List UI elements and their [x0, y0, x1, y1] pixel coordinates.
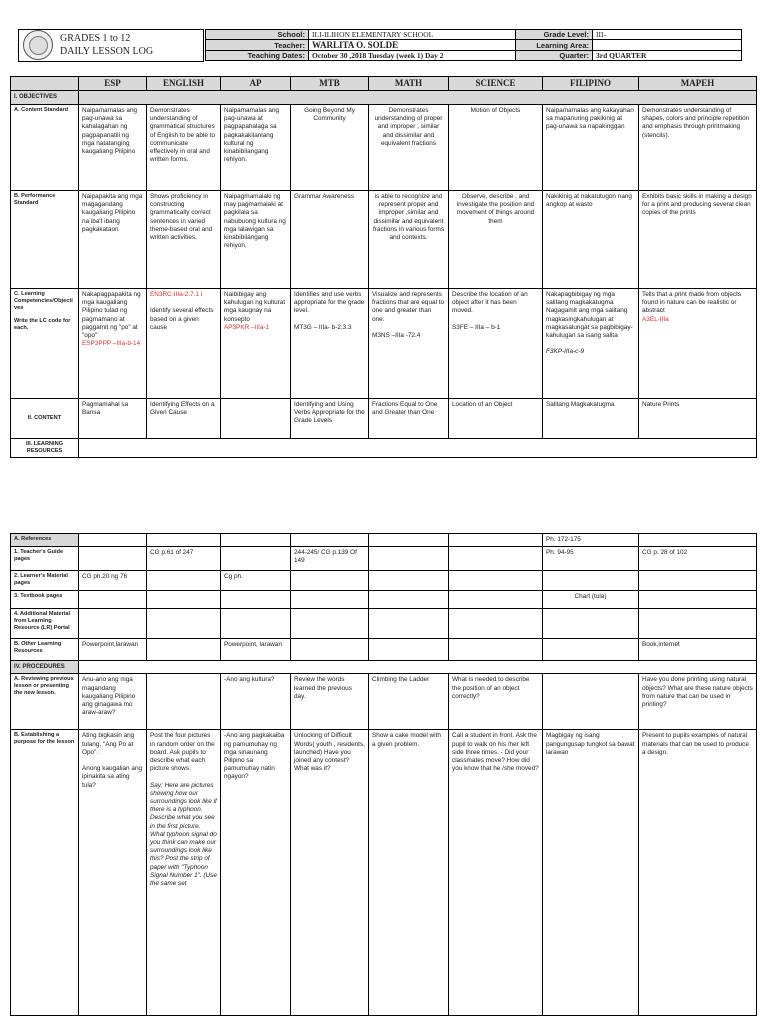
table-cell	[79, 591, 147, 609]
competency-text: Identifies and use verbs appropriate for the grade level.	[294, 291, 365, 315]
learning-resources-label: III. LEARNING RESOURCES	[11, 439, 79, 458]
purpose-text: Ating bigkasin ang tulang, "Ang Po at Opo".	[82, 732, 135, 756]
table-cell	[79, 547, 147, 571]
performance-standard-row	[11, 191, 757, 289]
lc-code: AP3PKR –IIIa-1	[224, 323, 270, 331]
table-cell: Pagmamahal sa Bansa	[79, 399, 147, 439]
teacher-value: WARLITA O. SOLDE	[309, 40, 516, 51]
table-cell: Demonstrates understanding of grammatical structures of English to be able to communicate effectively in oral and written forms.	[147, 105, 221, 191]
lc-code: EN3RC-IIIa-2.7.1 I	[150, 291, 203, 298]
table-cell: Anu-ano ang mga magandang kaugaliang Pilipino ang ginagawa mo araw-araw?	[79, 674, 147, 730]
table-cell: Nakikinig at nakatutugon nang angkop at wasto	[543, 191, 639, 289]
learner-material-row	[11, 571, 757, 591]
table-cell: Demonstrates understanding of shapes, colors and principle repetition and emphasis through printmaking (stencils).	[639, 105, 757, 191]
table-cell: Grammar Awareness	[291, 191, 369, 289]
school-value: ILI-ILIHON ELEMENTARY SCHOOL	[309, 30, 516, 40]
lr-portal-label: 4. Additional Material from Learning Resource (LR) Portal	[11, 609, 79, 639]
table-cell: Naipamamalas ang kakayahan sa mapanuring pakikinig at pag-unawa sa napakinggan	[543, 105, 639, 191]
purpose-text: Post the four pictures in random order on the board. Ask pupils to describe what each picture shows.	[150, 732, 215, 773]
procedures-heading: IV. PROCEDURES	[11, 661, 79, 674]
table-cell: Identifying and Using Verbs Appropriate for the Grade Levels	[291, 399, 369, 439]
table-cell	[369, 289, 449, 399]
objectives-heading: I. OBJECTIVES	[11, 91, 79, 105]
table-cell	[543, 609, 639, 639]
table-cell: Book,internet	[639, 639, 757, 661]
table-cell	[291, 571, 369, 591]
table-cell	[291, 534, 369, 547]
lc-code: S3FE – IIIa – b-1	[452, 323, 501, 331]
col-science: SCIENCE	[449, 77, 543, 91]
table-cell: CG ph.20 ng 76	[79, 571, 147, 591]
table-cell	[369, 609, 449, 639]
content-standard-row	[11, 105, 757, 191]
table-cell: Salitang Magkakatugma	[543, 399, 639, 439]
table-cell	[449, 547, 543, 571]
table-cell	[449, 571, 543, 591]
document-title	[60, 32, 153, 58]
column-header-row	[11, 77, 757, 91]
table-cell	[369, 534, 449, 547]
col-filipino: FILIPINO	[543, 77, 639, 91]
table-cell	[369, 639, 449, 661]
performance-standard-label: B. Performance Standard	[11, 191, 79, 289]
grade-value: III-	[593, 30, 742, 40]
table-cell	[147, 571, 221, 591]
table-cell	[79, 609, 147, 639]
learning-resources-row	[11, 439, 757, 458]
table-cell	[369, 571, 449, 591]
table-cell	[291, 591, 369, 609]
other-resources-label: B. Other Learning Resources	[11, 639, 79, 661]
table-cell	[221, 547, 291, 571]
content-row	[11, 399, 757, 439]
table-cell: Cg ph.	[221, 571, 291, 591]
table-cell: Going Beyond My Community	[291, 105, 369, 191]
subject-label: Learning Area:	[516, 40, 593, 51]
table-cell	[543, 289, 639, 399]
purpose-extra-text: Anong kaugalian ang ipinakita sa ating tula?	[82, 765, 143, 789]
table-cell: Naipagmamalaki ng may pagmamalaki at pagkilala sa nabubuong kultura ng mga lalawigan sa kinabibilangang rehiyon.	[221, 191, 291, 289]
table-cell: Fractions Equal to One and Greater than One	[369, 399, 449, 439]
competency-text: Nakapagbibigay ng mga salitang magkakatugma Nagagamit ang mga salitang magkasingkahulugan at magkasalungat sa pagbibigay-kahulugan sa isang salita	[546, 291, 633, 340]
col-esp: ESP	[79, 77, 147, 91]
competency-text: Tells that a print made from objects found in nature can be realistic or abstract	[642, 291, 742, 315]
col-mtb: MTB	[291, 77, 369, 91]
table-cell: Observe, describe , and investigate the position and movement of things around them	[449, 191, 543, 289]
table-cell	[639, 609, 757, 639]
table-cell	[79, 730, 147, 1016]
content-standard-label: A. Content Standard	[11, 105, 79, 191]
table-cell	[449, 289, 543, 399]
teacher-guide-label: 1. Teacher's Guide pages	[11, 547, 79, 571]
col-english: ENGLISH	[147, 77, 221, 91]
table-cell	[639, 534, 757, 547]
competency-text: Nakapagpapakita ng mga kaugaliang Pilipino tulad ng pagmamano at paggamit ng "po" at "opo"	[82, 291, 141, 340]
lc-code: A3EL-IIIa	[642, 315, 669, 323]
header-info-table	[205, 29, 742, 61]
quarter-label: Quarter:	[516, 51, 593, 61]
reviewing-row	[11, 674, 757, 730]
table-cell	[639, 591, 757, 609]
purpose-label: B. Establishing a purpose for the lesson	[11, 730, 79, 1016]
table-cell	[147, 534, 221, 547]
table-cell	[449, 609, 543, 639]
table-cell	[79, 534, 147, 547]
table-cell	[147, 639, 221, 661]
table-cell: CG p.61 of 247	[147, 547, 221, 571]
table-cell	[291, 609, 369, 639]
procedures-section-row	[11, 661, 757, 674]
competency-text: Visualize and represents fractions that are equal to one and greater than one.	[372, 291, 445, 323]
lc-code: ESP3PPP –IIIa-b-14	[82, 340, 141, 348]
table-cell	[221, 591, 291, 609]
table-cell: Shows proficiency in constructing grammatically correct sentences in varied theme-based oral and written activities.	[147, 191, 221, 289]
table-cell: Call a student in front. Ask the pupil to walk on his /her left side three times. - Did your classmates move? How did you know that he /she moved?	[449, 730, 543, 1016]
table-cell: Climbing the Ladder	[369, 674, 449, 730]
table-cell	[369, 591, 449, 609]
corner-cell	[11, 77, 79, 91]
objectives-section-row	[11, 91, 757, 105]
table-cell: Have you done printing using natural objects? What are these nature objects from nature that can be used in printing?	[639, 674, 757, 730]
table-cell	[221, 609, 291, 639]
purpose-row	[11, 730, 757, 1016]
table-cell: Location of an Object	[449, 399, 543, 439]
teacher-label: Teacher:	[206, 40, 309, 51]
table-cell	[543, 571, 639, 591]
learner-material-label: 2. Learner's Material pages	[11, 571, 79, 591]
table-cell	[449, 591, 543, 609]
other-resources-row	[11, 639, 757, 661]
table-cell: Review the words learned the previous day.	[291, 674, 369, 730]
table-cell	[79, 289, 147, 399]
table-cell	[449, 639, 543, 661]
textbook-row	[11, 591, 757, 609]
subject-value	[593, 40, 742, 51]
table-cell: Powerpoint, larawan	[221, 639, 291, 661]
textbook-label: 3. Textbook pages	[11, 591, 79, 609]
table-cell	[543, 639, 639, 661]
competencies-row	[11, 289, 757, 399]
content-label: II. CONTENT	[11, 399, 79, 439]
table-cell: Ph. 172-175	[543, 534, 639, 547]
competency-text: Naibibigay ang kahulugan ng kulturat mga kaugnay na konsepto	[224, 291, 286, 323]
table-cell: is able to recognize and represent proper and improper ,similar and dissimilar and equivalent fractions in various forms and contexts.	[369, 191, 449, 289]
table-cell	[147, 591, 221, 609]
table-cell	[639, 571, 757, 591]
table-cell: Present to pupils examples of natural materials that can be used to produce a design.	[639, 730, 757, 1016]
deped-seal-icon	[23, 30, 53, 60]
table-cell	[291, 639, 369, 661]
lesson-table-part1	[10, 76, 757, 458]
table-cell: What is needed to describe the position of an object correctly?	[449, 674, 543, 730]
table-cell: Magbigay ng isang pangungusap tungkol sa bawat larawan	[543, 730, 639, 1016]
table-cell	[221, 534, 291, 547]
competencies-label	[11, 289, 79, 399]
school-label: School:	[206, 30, 309, 40]
table-cell: Nature Prints	[639, 399, 757, 439]
competency-text: Identify several effects based on a given cause	[150, 307, 214, 331]
table-cell: Unlocking of Difficult Words( youth , residents, launched) Have you joined any contest? What was it?	[291, 730, 369, 1016]
dates-label: Teaching Dates:	[206, 51, 309, 61]
competency-text: Describe the location of an object after it has been moved.	[452, 291, 528, 315]
table-cell: -Ano ang pagkakaiba ng pamumuhay ng mga sinaunang Pilipino sa pamumuhay natin ngayon?	[221, 730, 291, 1016]
table-cell	[369, 547, 449, 571]
reviewing-label: A. Reviewing previous lesson or presenting the new lesson.	[11, 674, 79, 730]
table-cell: 244-245/ CG p.139 Of 149	[291, 547, 369, 571]
lc-code: M3NS –IIIa -72.4	[372, 332, 421, 340]
references-row	[11, 534, 757, 547]
table-cell: Naipamamalas ang pag-unawa at pagpapahalaga sa pagkakakilanlang kultural ng kinabibilangang rehiyon.	[221, 105, 291, 191]
competencies-label-note: Write the LC code for each.	[14, 318, 71, 331]
purpose-extra-text: Say: Here are pictures showing how our surroundings look like if there is a typhoon. Describe what you see in the first picture. What typhoon signal do you think can make our surroundings look like this? Post the strip of paper with "Typhoon Signal Number 1". (Use the same set	[150, 781, 217, 888]
lc-code: F3KP-IIIa-c-9	[546, 348, 584, 356]
table-cell	[147, 730, 221, 1016]
lr-portal-row	[11, 609, 757, 639]
table-cell	[291, 289, 369, 399]
col-mapeh: MAPEH	[639, 77, 757, 91]
table-cell: Show a cake model with a given problem.	[369, 730, 449, 1016]
table-cell	[639, 289, 757, 399]
table-cell	[221, 399, 291, 439]
competencies-label-text: C. Learning Competencies/Objectives	[14, 291, 73, 311]
lesson-table-part2	[10, 533, 757, 1016]
table-cell: Naipapakita ang mga magagandang kaugaliang Pilipino na iba't ibang pagkakataon	[79, 191, 147, 289]
table-cell	[449, 534, 543, 547]
table-cell: Identifying Effects on a Given Cause	[147, 399, 221, 439]
table-cell: -Ano ang kultura?	[221, 674, 291, 730]
references-label: A. References	[11, 534, 79, 547]
teacher-guide-row	[11, 547, 757, 571]
quarter-value: 3rd QUARTER	[593, 51, 742, 61]
table-cell	[147, 674, 221, 730]
grade-label: Grade Level:	[516, 30, 593, 40]
table-cell: Motion of Objects	[449, 105, 543, 191]
table-cell	[147, 609, 221, 639]
col-ap: AP	[221, 77, 291, 91]
table-cell: Ph. 94-95	[543, 547, 639, 571]
table-cell: Naipamamalas ang pag-unawa sa kahalagahan ng pagpapanatili ng mga natatanging kaugaliang Pilipino	[79, 105, 147, 191]
table-cell: Demonstrates understanding of proper and improper , similar and dissimilar and equivalent fractions	[369, 105, 449, 191]
table-cell	[543, 674, 639, 730]
table-cell: Exhibits basic skills in making a design for a print and producing several clean copies of the prints	[639, 191, 757, 289]
table-cell	[147, 289, 221, 399]
table-cell	[221, 289, 291, 399]
table-cell: Powerpoint,larawan	[79, 639, 147, 661]
table-cell: Chart (tula)	[543, 591, 639, 609]
lc-code: MT3G – IIIa- b-2.3.3	[294, 323, 352, 331]
col-math: MATH	[369, 77, 449, 91]
title-line-2: DAILY LESSON LOG	[60, 46, 154, 57]
title-line-1: GRADES 1 to 12	[60, 33, 131, 44]
table-cell: CG p. 28 of 102	[639, 547, 757, 571]
dates-value: October 30 ,2018 Tuesday (week 1) Day 2	[309, 51, 516, 61]
